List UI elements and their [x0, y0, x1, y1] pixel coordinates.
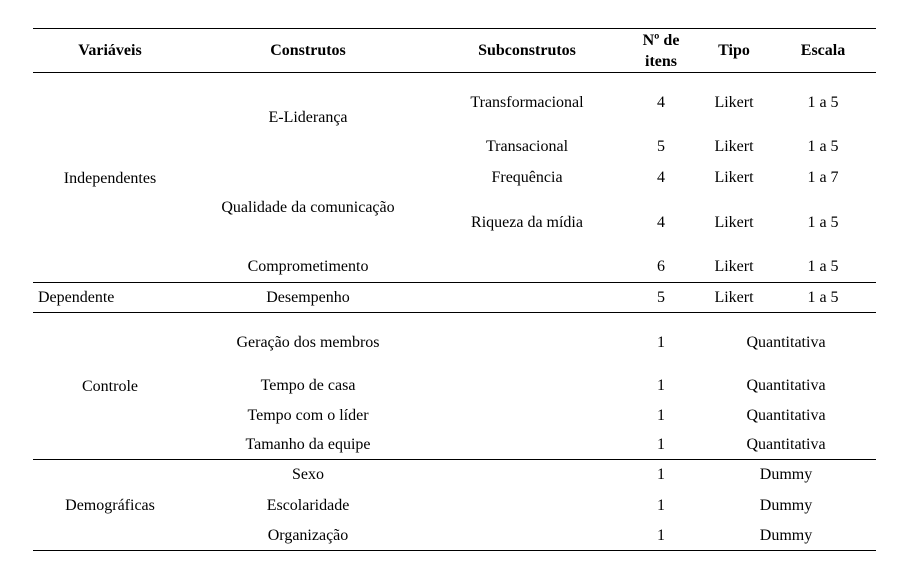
construct-tempo-lider: Tempo com o líder — [247, 407, 369, 424]
itens-cell: 1 — [657, 436, 665, 453]
construct-comprometimento: Comprometimento — [247, 258, 369, 275]
escala-cell: 1 a 5 — [807, 214, 839, 231]
subconstruct-cell: Transacional — [485, 138, 569, 155]
itens-cell: 4 — [657, 94, 665, 111]
construct-escolaridade: Escolaridade — [266, 497, 350, 514]
tipo-escala-cell: Quantitativa — [746, 334, 826, 351]
subconstruct-cell: Frequência — [491, 169, 563, 186]
group-controle: Controle — [82, 378, 138, 395]
tipo-escala-cell: Dummy — [759, 497, 813, 514]
header-itens-line1: Nº de — [642, 32, 680, 49]
escala-cell: 1 a 5 — [807, 94, 839, 111]
tipo-escala-cell: Dummy — [759, 466, 813, 483]
tipo-cell: Likert — [714, 94, 754, 111]
subconstruct-cell: Transformacional — [470, 94, 584, 111]
itens-cell: 4 — [657, 214, 665, 231]
subconstruct-cell: Riqueza da mídia — [471, 214, 583, 231]
construct-sexo: Sexo — [292, 466, 324, 483]
construct-qualidade: Qualidade da comunicação — [221, 199, 395, 216]
bottom-rule — [33, 550, 876, 551]
header-subconstrutos: Subconstrutos — [478, 42, 576, 59]
itens-cell: 1 — [657, 497, 665, 514]
itens-cell: 6 — [657, 258, 665, 275]
header-itens-line2: itens — [645, 53, 677, 70]
construct-organizacao: Organização — [267, 527, 349, 544]
group-independentes: Independentes — [63, 170, 157, 187]
itens-cell: 5 — [657, 138, 665, 155]
itens-cell: 4 — [657, 169, 665, 186]
tipo-cell: Likert — [714, 258, 754, 275]
tipo-cell: Likert — [714, 289, 754, 306]
construct-desempenho: Desempenho — [266, 289, 350, 306]
header-construtos: Construtos — [270, 42, 346, 59]
independentes-rule — [33, 282, 876, 283]
top-rule — [33, 28, 876, 29]
group-demograficas: Demográficas — [65, 497, 155, 514]
itens-cell: 5 — [657, 289, 665, 306]
escala-cell: 1 a 5 — [807, 138, 839, 155]
escala-cell: 1 a 5 — [807, 258, 839, 275]
tipo-escala-cell: Quantitativa — [746, 436, 826, 453]
tipo-escala-cell: Quantitativa — [746, 377, 826, 394]
dependente-rule — [33, 312, 876, 313]
tipo-escala-cell: Quantitativa — [746, 407, 826, 424]
controle-rule — [33, 459, 876, 460]
header-tipo: Tipo — [718, 42, 750, 59]
construct-e-lideranca: E-Liderança — [268, 109, 348, 126]
escala-cell: 1 a 5 — [807, 289, 839, 306]
header-rule — [33, 72, 876, 73]
header-escala: Escala — [800, 42, 846, 59]
group-dependente: Dependente — [38, 289, 115, 306]
tipo-cell: Likert — [714, 138, 754, 155]
escala-cell: 1 a 7 — [807, 169, 839, 186]
construct-tempo-casa: Tempo de casa — [260, 377, 356, 394]
itens-cell: 1 — [657, 334, 665, 351]
tipo-cell: Likert — [714, 214, 754, 231]
construct-geracao: Geração dos membros — [236, 334, 380, 351]
construct-tamanho: Tamanho da equipe — [245, 436, 371, 453]
itens-cell: 1 — [657, 527, 665, 544]
itens-cell: 1 — [657, 407, 665, 424]
tipo-cell: Likert — [714, 169, 754, 186]
itens-cell: 1 — [657, 377, 665, 394]
itens-cell: 1 — [657, 466, 665, 483]
header-variaveis: Variáveis — [78, 42, 142, 59]
tipo-escala-cell: Dummy — [759, 527, 813, 544]
